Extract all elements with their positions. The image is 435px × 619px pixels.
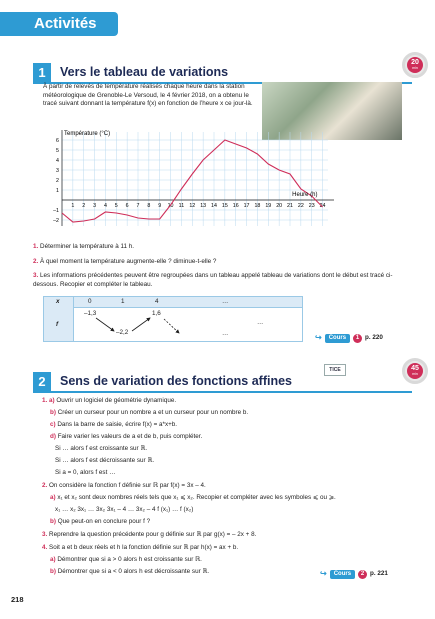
- question-1-text: Déterminer la température à 11 h.: [40, 243, 135, 250]
- cours-reference-1[interactable]: [315, 333, 383, 344]
- cours-label: Cours: [330, 570, 355, 579]
- x-tick-label: 18: [254, 203, 261, 209]
- activity-2-line: [55, 457, 425, 466]
- timer-20-min: [402, 52, 428, 78]
- x-tick-label: 20: [276, 203, 283, 209]
- page-number: 218: [11, 595, 24, 604]
- activity-2-line: [50, 494, 420, 503]
- arrow-decreasing: [96, 318, 114, 331]
- question-2-number: 2.: [33, 258, 39, 265]
- question-2-text: À quel moment la température augmente-elle ? diminue-t-elle ?: [40, 258, 217, 265]
- line-letter: a): [49, 397, 55, 404]
- line-text: Reprendre la question précédente pour g définie sur ℝ par g(x) = – 2x + 8.: [49, 531, 257, 538]
- line-text: Démontrer que si a > 0 alors h est croissante sur ℝ.: [57, 556, 202, 563]
- chart-xlabel: Heure (h): [292, 192, 318, 198]
- line-text: Faire varier les valeurs de a et de b, puis compléter.: [57, 433, 203, 440]
- table-f-4: 1,6: [152, 310, 161, 317]
- x-tick-label: 14: [211, 203, 217, 209]
- line-text: Si a = 0, alors f est …: [55, 469, 116, 476]
- cours-number: 1: [353, 334, 362, 343]
- activity-2-line: [55, 506, 425, 515]
- cours-page: p. 221: [370, 570, 388, 578]
- line-text: On considère la fonction f définie sur ℝ par f(x) = 3x – 4.: [49, 482, 206, 489]
- timer-unit: min: [412, 66, 418, 70]
- line-number: 1.: [42, 397, 48, 404]
- table-f-dots-1: …: [257, 319, 264, 326]
- line-number: 4.: [42, 544, 48, 551]
- x-tick-label: 24: [319, 203, 326, 209]
- timer-unit: min: [412, 372, 418, 376]
- activity-2-title: Sens de variation des fonctions affines: [60, 374, 293, 388]
- question-3-text: Les informations précédentes peuvent être regroupées dans un tableau appelé tableau de variations dont le début est tracé ci-dessous. Recopier et compléter le tableau.: [33, 272, 393, 288]
- timer-value: 20: [411, 59, 419, 66]
- question-2: [33, 258, 216, 267]
- line-text: x₁ et x₂ sont deux nombres réels tels que x₁ ⩽ x₂. Recopier et compléter avec les symboles ⩽ ou ⩾.: [57, 494, 336, 501]
- activity-2-line: [42, 397, 412, 406]
- line-number: 3.: [42, 531, 48, 538]
- line-text: Si … alors f est croissante sur ℝ.: [55, 445, 148, 452]
- table-f-label: f: [56, 321, 59, 328]
- table-f-1: –2,2: [116, 329, 129, 336]
- x-tick-label: 16: [232, 203, 239, 209]
- table-x-label: x: [56, 298, 60, 305]
- x-tick-label: 12: [189, 203, 196, 209]
- chart-ticks: [53, 138, 325, 224]
- cours-page: p. 220: [365, 334, 383, 342]
- y-tick-label: 2: [56, 178, 59, 184]
- activity-2-line: [42, 482, 412, 491]
- x-tick-label: 13: [200, 203, 207, 209]
- x-tick-label: 3: [93, 203, 97, 209]
- x-tick-label: 19: [265, 203, 272, 209]
- cours-label: Cours: [325, 334, 350, 343]
- y-tick-label: –2: [53, 218, 59, 224]
- chart-ylabel: Température (°C): [64, 131, 111, 137]
- y-tick-label: 6: [56, 138, 59, 144]
- activity-2-line: [42, 531, 412, 540]
- x-tick-label: 5: [114, 203, 118, 209]
- arrow-increasing: [132, 318, 150, 331]
- activity-2-line: [50, 409, 420, 418]
- x-tick-label: 15: [221, 203, 228, 209]
- line-letter: a): [50, 556, 56, 563]
- line-text: Si … alors f est décroissante sur ℝ.: [55, 457, 155, 464]
- y-tick-label: 1: [56, 188, 59, 194]
- x-tick-label: 17: [243, 203, 250, 209]
- activity-2-line: [50, 421, 420, 430]
- arrow-icon: ↪: [315, 333, 322, 342]
- x-tick-label: 11: [178, 203, 185, 209]
- line-letter: b): [50, 568, 56, 575]
- activity-2-number: 2: [33, 372, 51, 391]
- line-text: Ouvrir un logiciel de géométrie dynamique.: [56, 397, 177, 404]
- line-text: Démontrer que si a < 0 alors h est décroissante sur ℝ.: [57, 568, 210, 575]
- table-x-0: 0: [88, 298, 92, 305]
- table-x-1: 1: [121, 298, 125, 305]
- temperature-chart: [40, 120, 360, 240]
- timer-45-min: [402, 358, 428, 384]
- y-tick-label: 3: [56, 168, 59, 174]
- x-tick-label: 1: [71, 203, 75, 209]
- line-number: 2.: [42, 482, 48, 489]
- y-tick-label: –1: [53, 208, 59, 214]
- x-tick-label: 9: [158, 203, 162, 209]
- activity-2-line: [42, 544, 412, 553]
- x-tick-label: 10: [167, 203, 174, 209]
- x-tick-label: 4: [103, 203, 107, 209]
- arrow-icon: ↪: [320, 569, 327, 578]
- line-text: Soit a et b deux réels et h la fonction définie sur ℝ par h(x) = ax + b.: [49, 544, 239, 551]
- activity-1-intro: À partir de relevés de température réalisés chaque heure dans la station météorologique de Grenoble-Le Versoud, le 4 février 2018, on a obtenu le tracé suivant donnant la température f(x) en fonction de l’heure x ce jour-là.: [43, 83, 253, 107]
- y-tick-label: 4: [56, 158, 59, 164]
- activity-1-title: Vers le tableau de variations: [60, 65, 229, 79]
- x-tick-label: 23: [308, 203, 315, 209]
- activity-2-line: [50, 518, 420, 527]
- line-letter: b): [50, 518, 56, 525]
- x-tick-label: 21: [287, 203, 293, 209]
- line-text: Créer un curseur pour un nombre a et un curseur pour un nombre b.: [57, 409, 249, 416]
- chart-grid: [62, 132, 328, 226]
- question-1: [33, 243, 134, 252]
- x-tick-label: 8: [147, 203, 151, 209]
- line-text: x₁ … x₂ 3x₁ … 3x₂ 3x₁ – 4 … 3x₂ – 4 f (x₁) … f (x₂): [55, 506, 194, 513]
- cours-number: 2: [358, 570, 367, 579]
- x-tick-label: 2: [82, 203, 86, 209]
- table-x-4: 4: [155, 298, 159, 305]
- line-letter: c): [50, 421, 56, 428]
- table-x-dots: …: [222, 298, 229, 305]
- variation-arrows: [44, 297, 304, 343]
- line-letter: a): [50, 494, 56, 501]
- cours-reference-2[interactable]: [320, 569, 388, 580]
- line-text: Que peut-on en conclure pour f ?: [57, 518, 151, 525]
- table-f-0: –1,3: [84, 310, 97, 317]
- x-tick-label: 22: [297, 203, 304, 209]
- activity-2-line: [50, 556, 420, 565]
- y-tick-label: 5: [56, 148, 59, 154]
- question-3: [33, 272, 403, 289]
- question-3-number: 3.: [33, 272, 39, 279]
- line-text: Dans la barre de saisie, écrire f(x) = a*x+b.: [57, 421, 178, 428]
- line-letter: d): [50, 433, 56, 440]
- arrow-to-complete: [164, 319, 179, 333]
- page-title: Activités: [34, 15, 97, 32]
- table-f-dots-2: …: [222, 330, 229, 337]
- activity-2-line: [50, 433, 420, 442]
- tice-badge: TICE: [324, 364, 346, 376]
- section-divider: [33, 391, 412, 393]
- timer-value: 45: [411, 365, 419, 372]
- line-letter: b): [50, 409, 56, 416]
- activity-2-line: [55, 469, 425, 478]
- variation-table: [43, 296, 303, 342]
- x-tick-label: 7: [136, 203, 140, 209]
- activity-2-line: [55, 445, 425, 454]
- question-1-number: 1.: [33, 243, 39, 250]
- activity-1-number: 1: [33, 63, 51, 82]
- x-tick-label: 6: [125, 203, 129, 209]
